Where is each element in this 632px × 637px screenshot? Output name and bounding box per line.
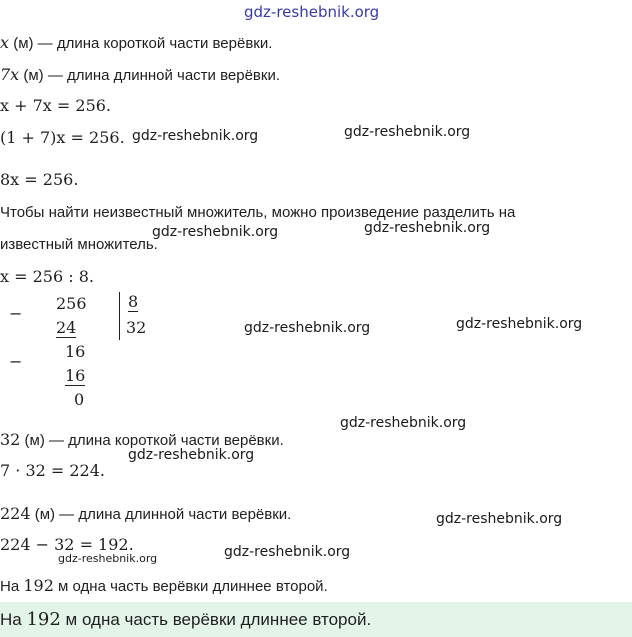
answer-value: 192 bbox=[26, 609, 61, 630]
line-difference-result bbox=[0, 576, 328, 595]
remainder-final: 0 bbox=[74, 390, 85, 409]
equation-sum: x + 7x = 256. bbox=[0, 96, 112, 115]
minus-sign: − bbox=[9, 352, 23, 371]
long-length-value: 224 bbox=[0, 504, 31, 523]
quotient: 32 bbox=[126, 318, 147, 337]
watermark: gdz-reshebnik.org bbox=[128, 447, 255, 463]
watermark: gdz-reshebnik.org bbox=[224, 544, 351, 560]
short-length-value: 32 bbox=[0, 430, 21, 449]
equation-division: x = 256 : 8. bbox=[0, 267, 94, 286]
rule-text-continued: известный множитель. bbox=[0, 236, 158, 253]
watermark: gdz-reshebnik.org bbox=[344, 124, 471, 140]
dividend: 256 bbox=[56, 294, 87, 313]
line-long-result-text: (м) — длина длинной части верёвки. bbox=[30, 506, 292, 523]
divisor bbox=[128, 292, 138, 312]
watermark-top: gdz-reshebnik.org bbox=[244, 3, 380, 21]
line-long-result bbox=[0, 504, 291, 523]
difference-suffix: м одна часть верёвки длиннее второй. bbox=[53, 578, 328, 595]
equation-8x: 8x = 256. bbox=[0, 170, 79, 189]
watermark: gdz-reshebnik.org bbox=[244, 320, 371, 336]
division-bracket bbox=[119, 292, 120, 340]
line-long-part bbox=[0, 65, 280, 84]
line-long-part-text: (м) — длина длинной части верёвки. bbox=[19, 67, 281, 84]
subtrahend-1 bbox=[56, 318, 76, 338]
answer-line bbox=[0, 609, 371, 630]
divisor-value: 8 bbox=[128, 292, 139, 311]
variable-x: x bbox=[0, 33, 10, 52]
equation-factored: (1 + 7)x = 256. bbox=[0, 128, 125, 147]
watermark-small: gdz-reshebnik.org bbox=[58, 552, 158, 565]
answer-prefix: На bbox=[0, 610, 27, 629]
answer-box bbox=[0, 602, 632, 637]
equation-multiply: 7 · 32 = 224. bbox=[0, 461, 105, 480]
difference-value: 192 bbox=[23, 576, 54, 595]
subtrahend-1-value: 24 bbox=[56, 318, 77, 337]
subtrahend-2-value: 16 bbox=[65, 366, 86, 385]
watermark: gdz-reshebnik.org bbox=[132, 128, 259, 144]
minus-sign: − bbox=[9, 304, 23, 323]
remainder-1: 16 bbox=[65, 342, 86, 361]
watermark: gdz-reshebnik.org bbox=[152, 224, 279, 240]
difference-prefix: На bbox=[0, 578, 24, 595]
watermark: gdz-reshebnik.org bbox=[456, 316, 583, 332]
answer-suffix: м одна часть верёвки длиннее второй. bbox=[60, 610, 372, 629]
rule-text: Чтобы найти неизвестный множитель, можно произведение разделить на bbox=[0, 204, 516, 221]
line-short-part bbox=[0, 33, 272, 52]
watermark: gdz-reshebnik.org bbox=[364, 220, 491, 236]
watermark: gdz-reshebnik.org bbox=[436, 511, 563, 527]
line-short-result-text: (м) — длина короткой части верёвки. bbox=[20, 432, 284, 449]
watermark: gdz-reshebnik.org bbox=[340, 415, 467, 431]
subtrahend-2 bbox=[65, 366, 85, 386]
line-short-part-text: (м) — длина короткой части верёвки. bbox=[9, 35, 273, 52]
equation-difference: 224 − 32 = 192. bbox=[0, 535, 134, 554]
expression-7x: 7x bbox=[0, 65, 20, 84]
